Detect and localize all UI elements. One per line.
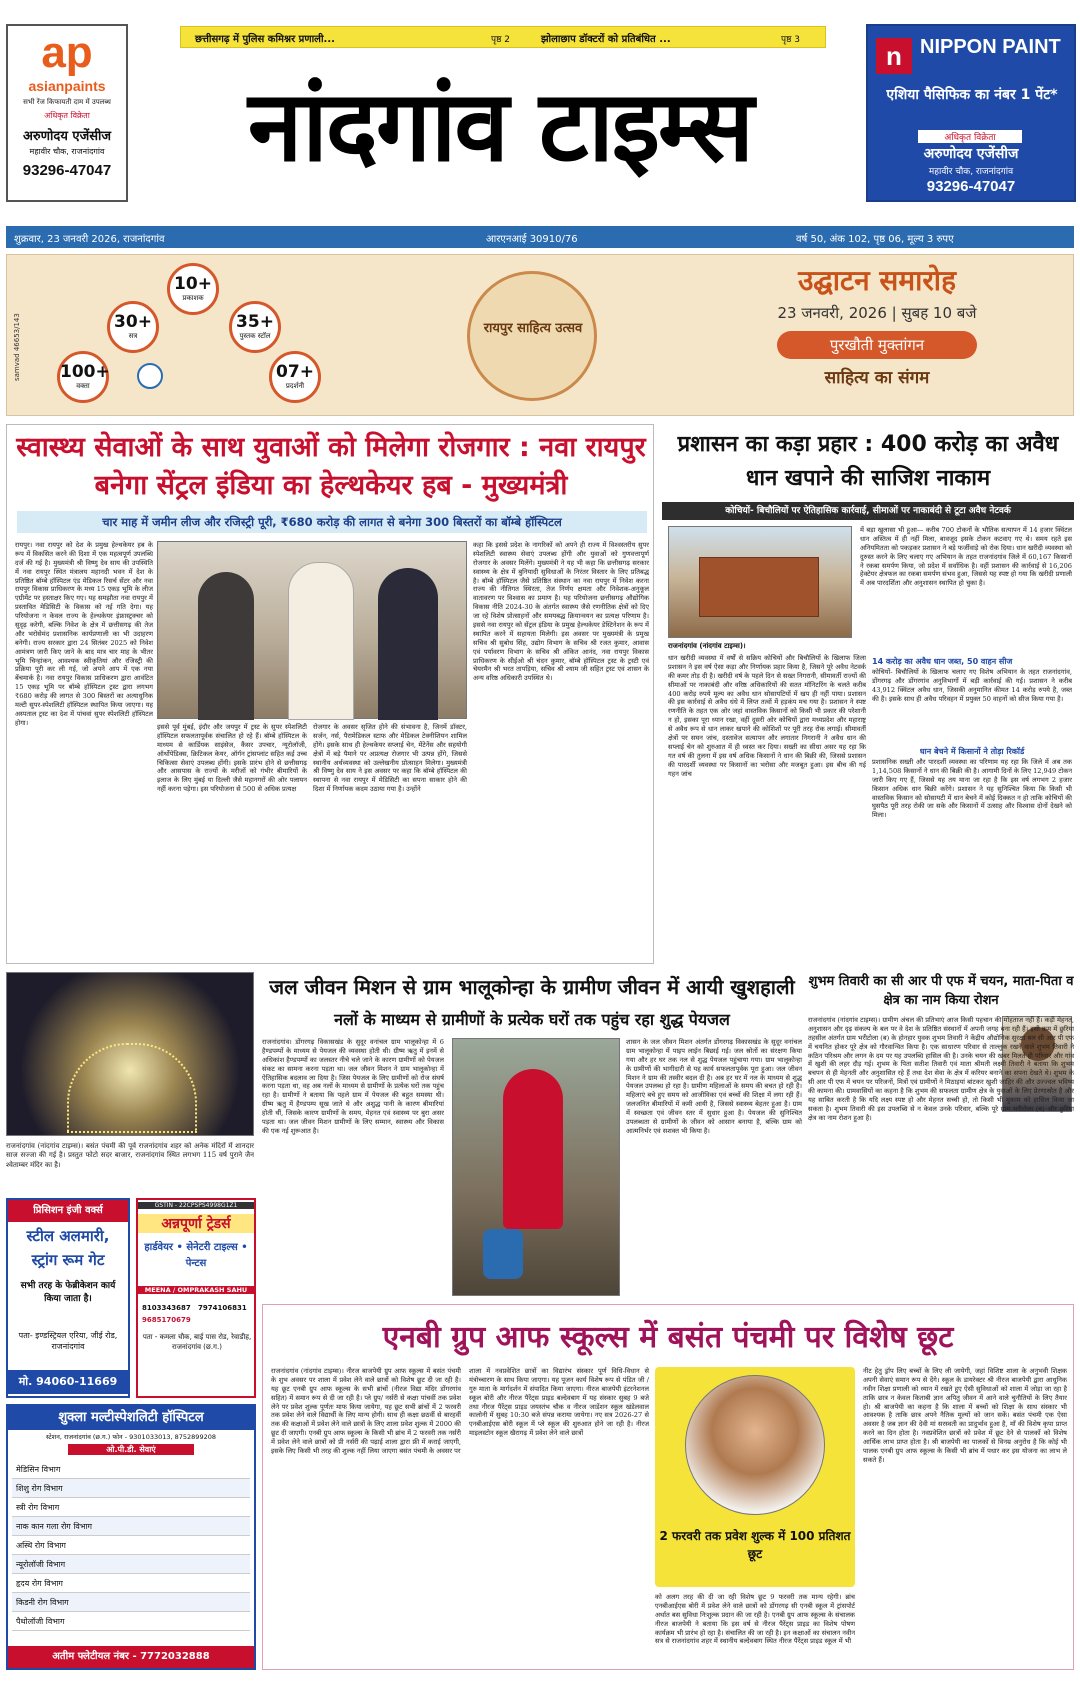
dhan-body: धान खरीदी व्यवस्था में वर्षों से सक्रिय कोचियों और बिचौलियों के खिलाफ जिला प्रशासन ने इस वर्ष ऐसा कड़ा और निर्णायक प्रहार किया है, जिसने पूरे अवैध नेटवर्क की कमर तोड़ दी है। खरीदी वर्ष के पहले दिन से सख्त निगरानी, सीमावर्ती राज्यों की सीमाओं पर नाकाबंदी और वरिष्ठ अधिकारियों की सतत मॉनिटरिंग के चलते करीब 400 करोड़ रुपये मूल्य का अवैध धान सोसायटियों में खप ही नहीं पाया। प्रशासन की इस कार्रवाई से अवैध धंधे में लिप्त तत्वों में हड़कंप मच गया है। प्रशासन ने स्पष्ट रणनीति के तहत एक ओर जहां वास्तविक किसानों को किसी भी प्रकार की परेशानी न हो, इसका पूरा ध्यान रखा, वहीं दूसरी ओर कोचियों द्वारा मध्यप्रदेश और महाराष्ट्र से अवैध रूप से धान लाकर खपाने की कोशिशों पर पूरी तरह रोक लगाई। सीमावर्ती क्षेत्रों पर सघन जांच, दस्तावेज सत्यापन और लगातार निगरानी ने अवैध धान की सप्लाई चेन को शुरुआत में ही ध्वस्त कर दिया। सख्ती का सीधा असर यह रहा कि गत वर्ष की तुलना में इस वर्ष अधिक किसानों ने धान की बिक्री की, जिससे प्रशासन की पारदर्शी व्यवस्था पर किसानों का भरोसा और मजबूत हुआ। इस बीच की गई गहन जांच	[668, 654, 866, 778]
shubham-story	[808, 972, 1074, 1298]
dhan-box-2-title: धान बेचने में किसानों ने तोड़ा रिकॉर्ड	[919, 747, 1025, 756]
school-story	[262, 1304, 1074, 1670]
teaser-right[interactable]: झोलाछाप डॉक्टरों को प्रतिबंधित ...	[541, 34, 671, 45]
steel-ad-line1: स्टील अलमारी,	[26, 1227, 110, 1245]
school-col-2: शाला में नवप्रवेशित छात्रों का विद्यारंभ संस्कार पूर्ण विधि-विधान से मंत्रोच्चारण के साथ किया जाएगा। यह पूजन कार्य विशेष रूप से पंडित जी / गुरु माता के मार्गदर्शन में संपादित किया जाएगा। नीरज बाजपेयी इंटरनेशनल स्कूल बोरी और नीरज पैरेंट्स प्राइड बल्देवबाग में यह संस्कार सुबह 9 बजे तथा नीरज पैरेंट्स प्राइड जयस्तंभ चौक व नीरज जाडेंशन स्कूल खंडेलवाल कालोनी में सुबह 10:30 बजे संपन्न कराया जायेगा। नए सत्र 2026-27 से एनबीआईएस बोरी स्कूल में प्ले स्कूल की शुरुआत होने जा रही है। नीरज माइलस्टोन स्कूल खैरागढ़ में प्रवेश लेने वाले छात्रों	[469, 1367, 649, 1438]
stat-value: 07+	[276, 362, 314, 382]
asian-paints-phone[interactable]: 93296-47047	[22, 162, 112, 179]
stat-circle	[269, 351, 321, 403]
school-col-1: राजनांदगांव (नांदगांव टाइम्स)। नीरज बाजपेयी ग्रुप आफ स्कूल्स में बसंत पंचमी के शुभ अवसर पर शाला में प्रवेश लेने वाले छात्रों को विशेष छूट दी जा रही है। यह छूट एनबी ग्रुप आफ स्कूल्स के सभी ब्रांचों (नीरज विद्या मंदिर डोंगरगांव सहित) में समान रूप से दी जा रही है। प्ले ग्रुप/ नर्सरी से कक्षा पांचवीं तक प्रवेश लेने पर प्रवेश शुल्क पूर्णतः माफ किया जायेगा, यह छूट सभी ब्रांचों में 2 फरवरी तक प्रवेश लेने वाले विद्यार्थी के लिए मान्य होगी। साथ ही कक्षा छठवीं से बारहवीं तक की कक्षाओं में प्रवेश लेने वाले छात्रों के लिए शाला प्रवेश शुल्क में 2000 की छूट दी जाएगी। एनबी ग्रुप आफ स्कूल्स के किसी भी ब्रांच में 2 फरवरी तक नर्सरी में प्रवेश लेने वाले छात्रों को प्री नर्सरी की पढ़ाई शाला द्वारा फ्री में कराई जाएगी, इसके लिए किसी भी तरह की शुल्क नहीं लिया जाएगा बसंत पंचमी के अवसर पर	[271, 1367, 461, 1456]
lead-col-1: रायपुर। नवा रायपुर को देश के प्रमुख हेल्थकेयर हब के रूप में विकसित करने की दिशा में एक महत्वपूर्ण उपलब्धि दर्ज की गई है। मुख्यमंत्री श्री विष्णु देव साय की उपस्थिति में नवा रायपुर स्थित मंत्रालय महानदी भवन में देश के प्रतिष्ठित बॉम्बे हॉस्पिटल एंड मेडिकल रिसर्च सेंटर और नवा रायपुर विकास प्राधिकरण के मध्य 15 एकड़ भूमि के लीज एग्रीमेंट पर हस्ताक्षर किए गए। यह समझौता नवा रायपुर में प्रस्तावित मेडिसिटी के विकास को नई गति देगा। यह परियोजना न केवल राज्य के हेल्थकेयर इंफ्रास्ट्रक्चर को सुदृढ़ करेगी, बल्कि निवेश के क्षेत्र में छत्तीसगढ़ की तेज और भरोसेमंद प्रशासनिक कार्यप्रणाली का भी उदाहरण बनेगी। राज्य सरकार द्वारा 24 सितंबर 2025 को निवेश आमंत्रण जारी किए जाने के बाद मात्र चार माह के भीतर भूमि चिन्हांकन, आवश्यक स्वीकृतियां और रजिस्ट्री की प्रक्रिया पूरी कर ली गई, जो अपने आप में एक नया बेंचमार्क है। नवा रायपुर विकास प्राधिकरण द्वारा आवंटित 15 एकड़ भूमि पर बॉम्बे हॉस्पिटल ट्रस्ट द्वारा लगभग ₹680 करोड़ की लागत से 300 बिस्तरों का अत्याधुनिक मल्टी सुपर-स्पेशलिटी हॉस्पिटल स्थापित किया जाएगा। यह अस्पताल ट्रस्ट का देश में पांचवां सुपर स्पेशलिटी हॉस्पिटल होगा।	[15, 541, 153, 727]
hospital-opd: ओ.पी.डी. सेवाएं	[68, 1444, 194, 1455]
school-col-3: को अलग तरह की दी जा रही विशेष छूट 9 फरवरी तक मान्य रहेगी। ब्रांच एनबीआईएस बोरी में प्रवेश लेने वाले छात्रों को डोंगरगढ़ सी एनबी स्कूल में ट्रांसपोर्ट अर्थात बस सुविधा निःशुल्क प्रदान की जा रही है। एनबी ग्रुप आफ स्कूल्स के संचालक नीरज बाजपेयी ने बताया कि इस वर्ष से नीरज पैरेंट्स प्राइड का विशेष पोषण कार्यक्रम भी प्रारंभ हो रहा है। संचालित की जा रही है। इन कक्षाओं का संचालन नवीन सत्र से राजनांदगांव शहर में स्थानीय बल्देवबाग स्थित नीरज पैरेंट्स प्राइड स्कूल में भी	[655, 1593, 855, 1646]
nippon-dealer-label: अधिकृत विक्रेता	[918, 130, 1022, 143]
hospital-dept: स्त्री रोग विभाग	[12, 1498, 250, 1517]
stat-value: 10+	[174, 274, 212, 294]
stat-value: 100+	[60, 362, 110, 382]
lead-subhead: चार माह में जमीन लीज और रजिस्ट्री पूरी, ₹680 करोड़ की लागत से बनेगा 300 बिस्तरों का बॉम्बे हॉस्पिटल	[17, 511, 647, 533]
annapurna-phone[interactable]: 7974106831	[198, 1304, 247, 1312]
jal-photo	[452, 1038, 620, 1296]
stat-label: पुस्तक स्टॉल	[239, 332, 271, 340]
banner-date: 23 जनवरी, 2026 | सुबह 10 बजे	[777, 304, 977, 322]
dhan-subhead: कोचियों- बिचौलियों पर ऐतिहासिक कार्रवाई, सीमाओं पर नाकाबंदी से टूटा अवैध नेटवर्क	[662, 502, 1074, 520]
dhan-headline: प्रशासन का कड़ा प्रहार : 400 करोड़ का अवैध धान खपाने की साजिश नाकाम	[677, 432, 1059, 491]
steel-ad-phone[interactable]: मो. 94060-11669	[8, 1370, 128, 1394]
date-line: शुक्रवार, 23 जनवरी 2026, राजनांदगांव	[14, 234, 165, 245]
steel-ad[interactable]	[6, 1198, 130, 1398]
person-silhouette	[198, 572, 254, 720]
hospital-dept: नाक कान गला रोग विभाग	[12, 1517, 250, 1536]
asian-paints-agency: अरुणोदय एजेंसीज	[22, 129, 112, 144]
banner-venue: पुरखौती मुक्तांगन	[777, 331, 977, 359]
sahitya-utsav-banner[interactable]	[6, 254, 1074, 416]
lead-story	[6, 424, 654, 964]
nippon-phone[interactable]: 93296-47047	[926, 178, 1016, 195]
person-silhouette	[378, 568, 438, 720]
water-pot	[483, 1229, 523, 1279]
annapurna-title: अन्नपूर्णा ट्रेडर्स	[138, 1214, 254, 1233]
govt-emblem-icon	[137, 363, 163, 389]
temple-arch	[67, 1043, 197, 1133]
stat-label: सत्र	[128, 332, 138, 340]
hospital-address: स्टेशन, राजनांदगांव (छ.ग.) फोन - 9301033013, 8752899208	[45, 1433, 216, 1441]
steel-ad-address: पता- इण्डस्ट्रियल एरिया, जीई रोड, राजनांदगांव	[18, 1331, 118, 1351]
asian-paints-address: महावीर चौक, राजनांदगांव	[29, 147, 105, 156]
banner-side-code: samvad 46653/143	[13, 313, 21, 381]
hospital-dept: मेडिसिन विभाग	[12, 1460, 250, 1479]
stat-circle	[57, 351, 109, 403]
lead-col-3: रोजगार के अवसर सृजित होने की संभावना है, जिनमें डॉक्टर, सर्जन, नर्स, पैरामेडिकल स्टाफ और मेडिकल टेक्नीशियन शामिल होंगे। इसके साथ ही हेल्थकेयर सप्लाई चेन, मेंटेनेंस और सहयोगी क्षेत्रों में बड़े पैमाने पर अप्रत्यक्ष रोजगार भी उत्पन्न होंगे, जिससे स्थानीय अर्थव्यवस्था को उल्लेखनीय प्रोत्साहन मिलेगा। मुख्यमंत्री श्री विष्णु देव साय ने इस अवसर पर कहा कि बॉम्बे हॉस्पिटल की स्थापना से नवा रायपुर में मेडिसिटी का सपना साकार होने की दिशा में निर्णायक कदम उठाया गया है। उन्होंने	[313, 723, 467, 794]
dhan-photo-caption: राजनांदगांव (नांदगांव टाइम्स)।	[668, 642, 746, 650]
date-bar	[6, 226, 1074, 248]
jal-col-2: शासन के जल जीवन मिशन अंतर्गत डोंगरगढ़ विकासखंड के सुदूर वनांचल ग्राम भालूकोन्हा में पाइप लाईन बिछाई गई। जल स्रोतों का संरक्षण किया गया और हर घर तक नल से शुद्ध पेयजल पहुंचाया गया। ग्राम भालूकोन्हा के ग्रामीणों की भागीदारी से यह कार्य सफलतापूर्वक पूरा हुआ। जल जीवन मिशन ने ग्राम की तस्वीर बदल दी है। अब हर घर में नल के माध्यम से शुद्ध पेयजल उपलब्ध हो रहा है। ग्रामीण महिलाओं के समय की बचत हो रही है। महिलाएं बचे हुए समय को आजीविका एवं बच्चों की शिक्षा में लगा रही हैं। जलजनित बीमारियों में कमी आयी है, जिससे स्वास्थ्य बेहतर हुआ है। ग्राम में स्वच्छता एवं जीवन स्तर में सुधार हुआ है। पेयजल की सुनिश्चित उपलब्धता से ग्रामीणों के जीवन को आसान बनाया है, बल्कि ग्राम को आत्मनिर्भर एवं सशक्त भी किया है।	[626, 1038, 802, 1135]
teaser-left[interactable]: छत्तीसगढ़ में पुलिस कमिश्नर प्रणाली...	[195, 34, 335, 45]
jal-jeevan-story	[262, 972, 802, 1298]
hospital-footer[interactable]: अतीम फ्लेटीयल नंबर - 7772032888	[8, 1646, 254, 1668]
person-silhouette	[288, 562, 354, 720]
stat-label: प्रदर्शनी	[285, 382, 305, 390]
jal-headline: जल जीवन मिशन से ग्राम भालूकोन्हा के ग्रामीण जीवन में आयी खुशहाली	[269, 975, 795, 999]
lead-photo	[157, 541, 467, 719]
stat-value: 35+	[236, 312, 274, 332]
dhan-box-2-text: प्रशासनिक सख्ती और पारदर्शी व्यवस्था का परिणाम यह रहा कि जिले में अब तक 1,14,508 किसानों ने धान की बिक्री की है। आगामी दिनों के लिए 12,949 टोकन जारी किए गए हैं, जिससे यह तय माना जा रहा है कि इस वर्ष लगभग 2 हजार किसान अधिक धान बिक्री करेंगे। प्रशासन ने यह सुनिश्चित किया कि किसी भी वास्तविक किसान को सोसायटी में धान बेचने में कोई दिक्कत न हो ताकि कोचियों की घुसपैठ पूरी तरह रोकी जा सके और किसानों में उत्साह और विश्वास दोनों देखने को मिला।	[872, 758, 1072, 820]
temple-photo	[6, 972, 254, 1136]
nippon-tagline: एशिया पैसिफिक का नंबर 1 पेंट*	[886, 87, 1058, 103]
school-photo-caption: 2 फरवरी तक प्रवेश शुल्क में 100 प्रतिशत छूट	[659, 1529, 851, 1561]
annapurna-owner: MEENA / OMPRAKASH SAHU	[138, 1286, 254, 1294]
dhan-photo	[668, 526, 852, 638]
stat-circle	[107, 301, 159, 353]
stat-label: वक्ता	[76, 382, 90, 390]
stat-label: प्रकाशक	[182, 294, 204, 302]
school-headline: एनबी ग्रुप आफ स्कूल्स में बसंत पंचमी पर विशेष छूट	[382, 1320, 954, 1355]
asian-paints-tagline: सभी रेंज किफायती दाम में उपलब्ध	[23, 98, 111, 106]
school-photo-box	[655, 1367, 855, 1587]
temple-photo-caption: राजनांदगांव (नांदगांव टाइम्स)। बसंत पंचमी की पूर्व राजनांदगांव शहर को अनेक मंदिरों में शानदार साज सज्जा की गई है। प्रस्तुत फोटो सदर बाजार, राजनांदगांव स्थित लगभग 115 वर्ष पुराने जैन श्वेताम्बर मंदिर का है।	[6, 1142, 254, 1169]
annapurna-gst: GSTIN - 22CPSPS4998G1Z1	[138, 1202, 254, 1209]
nippon-brand: NIPPON PAINT	[920, 36, 1061, 58]
shubham-headline: शुभम तिवारी का सी आर पी एफ में चयन, माता-पिता व क्षेत्र का नाम किया रोशन	[808, 974, 1074, 1008]
steel-ad-title: प्रिसिशन इंजी वर्क्स	[8, 1200, 128, 1222]
hospital-dept: शिशु रोग विभाग	[12, 1479, 250, 1498]
nippon-agency: अरुणोदय एजेंसीज	[923, 146, 1019, 162]
annapurna-ad[interactable]	[136, 1198, 256, 1398]
banner-title: उद्घाटन समारोह	[798, 264, 956, 297]
hospital-dept: किडनी रोग विभाग	[12, 1593, 250, 1612]
utsav-logo	[467, 271, 597, 401]
nippon-address: महावीर चौक, राजनांदगांव	[928, 167, 1014, 177]
annapurna-address: पता - कमला चौक, बाई पास रोड, रेवाडीह, राजनांदगांव (छ.ग.)	[142, 1333, 252, 1351]
banner-tagline: साहित्य का संगम	[824, 368, 930, 388]
volume-info: वर्ष 50, अंक 102, पृष्ठ 06, मूल्य 3 रुपए	[796, 234, 954, 245]
newspaper-title: नांदगांव टाइम्स	[248, 70, 752, 184]
rni-number: आरएनआई 30910/76	[486, 234, 578, 245]
teaser-right-page: पृष्ठ 3	[781, 35, 800, 45]
lead-col-4: कहा कि इससे प्रदेश के नागरिकों को अपने ही राज्य में विश्वस्तरीय सुपर स्पेशलिटी स्वास्थ्य सेवाएं उपलब्ध होंगी और युवाओं को गुणवत्तापूर्ण रोजगार के अवसर मिलेंगे। मुख्यमंत्री ने यह भी कहा कि छत्तीसगढ़ सरकार स्वास्थ्य के क्षेत्र में बुनियादी सुविधाओं के निरंतर विस्तार के लिए प्रतिबद्ध है। बॉम्बे हॉस्पिटल जैसे प्रतिष्ठित संस्थान का नवा रायपुर में निवेश करना राज्य की नीतिगत स्थिरता, तेज निर्णय क्षमता और निवेशक-अनुकूल वातावरण पर विश्वास का प्रमाण है। यह परियोजना छत्तीसगढ़ औद्योगिक विकास नीति 2024-30 के अंतर्गत स्वास्थ्य जैसे रणनीतिक क्षेत्रों को दिए जा रहे विशेष प्रोत्साहनों और समयबद्ध क्रियान्वयन का प्रत्यक्ष परिणाम है। इससे नवा रायपुर को सेंट्रल इंडिया के प्रमुख हेल्थकेयर डेस्टिनेशन के रूप में स्थापित करने में सहायता मिलेगी। इस अवसर पर मुख्यमंत्री के प्रमुख सचिव श्री सुबोध सिंह, उद्योग विभाग के सचिव श्री रजत कुमार, आवास एवं पर्यावरण विभाग के सचिव श्री अंकित आनंद, नवा रायपुर विकास प्राधिकरण के सीईओ श्री चंदन कुमार, बॉम्बे हॉस्पिटल ट्रस्ट के ट्रस्टी एवं चेयरमैन श्री भरत तापड़िया, सचिव श्री श्याम जी सहित ट्रस्ट एवं शासन के अन्य वरिष्ठ अधिकारी उपस्थित थे।	[473, 541, 649, 683]
lead-headline: स्वास्थ्य सेवाओं के साथ युवाओं को मिलेगा रोजगार : नवा रायपुर बनेगा सेंट्रल इंडिया का हेल्थकेयर हब - मुख्यमंत्री	[16, 432, 646, 501]
nippon-logo: n	[876, 38, 912, 74]
utsav-logo-text: रायपुर साहित्य उत्सव	[483, 321, 583, 336]
dhan-box-1-text: कोचियों- बिचौलियों के खिलाफ चलाए गए विशेष अभियान के तहत राजनांदगांव, डोंगरगढ़ और डोंगरगांव अनुविभागों में बड़ी कार्रवाई की गई। प्रशासन ने करीब 43,912 क्विंटल अवैध धान, जिसकी अनुमानित कीमत 14 करोड़ रुपये है, जब्त की है। इसके साथ ही अवैध परिवहन में प्रयुक्त 50 वाहनों को सीज किया गया है।	[872, 668, 1072, 703]
teaser-bar	[180, 26, 826, 48]
school-col-4: नीट हेतु ड्रॉप लिए बच्चों के लिए ली जायेगी, जहां विशिष्ट शाला के अनुभवी शिक्षक अपनी सेवाएं समान रूप से देंगे। स्कूल के डायरेक्टर श्री नीरज बाजपेयी द्वारा आधुनिक नवीन शिक्षा प्रणाली को ध्यान में रखते हुए ऐसी सुविधाओं को शाला में जोड़ा जा रहा है ताकि छात्र न केवल किताबी ज्ञान अपितु जीवन में आने वाले चुनौतियों के लिए तैयार हो। श्री बाजपेयी का कहना है कि शाला में बच्चों को शिक्षा के साथ संस्कार भी आवश्यक है ताकि छात्र अपने नैतिक मूल्यों को जान सकें। बसंत पंचमी एक ऐसा अवसर है जब ज्ञान की देवी मां सरस्वती का प्रादुर्भाव हुआ है, माँ की विशेष कृपा प्राप्त करने का दिन होता है। नवप्रवेशित छात्रों को प्रवेश में छूट देने से पालकों को विशेष आर्थिक लाभ प्राप्त होता है। श्री बाजपेयी का पालकों से विनम्र अनुरोध है कि कोई भी पालक एनबी ग्रुप आफ स्कूल्स के किसी भी ब्रांच में पधार कर इस योजना का लाभ ले सकते हैं।	[863, 1367, 1067, 1464]
woman-silhouette	[503, 1069, 563, 1229]
asian-paints-logo: ap	[41, 28, 93, 77]
lead-col-2: इससे पूर्व मुंबई, इंदौर और जयपुर में ट्रस्ट के सुपर स्पेशलिटी हॉस्पिटल सफलतापूर्वक संचालित हो रहे हैं। बॉम्बे हॉस्पिटल के माध्यम से कार्डियक साइंसेज, कैंसर उपचार, न्यूरोलॉजी, ऑर्थोपेडिक्स, क्रिटिकल केयर, ऑर्गन ट्रांसप्लांट सहित कई उच्च चिकित्सा सेवाएं उपलब्ध होंगी। इसके प्रारंभ होने से छत्तीसगढ़ और आसपास के राज्यों के मरीजों को गंभीर बीमारियों के इलाज के लिए मुंबई या दिल्ली जैसे महानगरों की ओर पलायन नहीं करना पड़ेगा। इस परियोजना से 500 से अधिक प्रत्यक्ष	[157, 723, 307, 794]
stat-circle	[167, 263, 219, 315]
dhan-top-text: में बड़ा खुलासा भी हुआ— करीब 700 टोकनों के भौतिक सत्यापन में 14 हजार क्विंटल धान अस्तित्व में ही नहीं मिला, बावजूद इसके टोकन कटवाए गए थे। समय रहते इस अनियमितता को पकड़कर प्रशासन ने बड़े फर्जीवाड़े को रोक दिया। धान खरीदी व्यवस्था को दुरुस्त करने के लिए चलाए गए अभियान के तहत राजनांदगांव जिले में 60,167 किसानों ने रकबा समर्पण किया, जो प्रदेश में सर्वाधिक है। वहीं प्रशासन की कार्रवाई से 16,206 हेक्टेयर क्षेत्रफल का रकबा समर्पण संभव हुआ, जिससे यह स्पष्ट हो गया कि खरीदी प्रणाली में अब पारदर्शिता और अनुशासन स्थापित हो चुका है।	[860, 526, 1072, 588]
dhan-box-1-title: 14 करोड़ का अवैध धान जब्त, 50 वाहन सीज	[872, 657, 1013, 666]
asian-paints-dealer-label: अधिकृत विक्रेता	[44, 111, 90, 120]
shubham-body: राजनांदगांव (नांदगांव टाइम्स)। ग्रामीण अंचल की प्रतिभाएं आज किसी पहचान की मोहताज नहीं हैं। कड़ी मेहनत, अनुशासन और दृढ़ संकल्प के बल पर वे देश के प्रतिष्ठित संस्थानों में अपनी जगह बना रही हैं। इसी क्रम में छुरिया तहसील अंतर्गत ग्राम भरीटोला (ब) के होनहार युवक शुभम तिवारी ने केंद्रीय औद्योगिक सुरक्षा बल सी आर पी एफ में चयनित होकर पूरे क्षेत्र को गौरवान्वित किया है। एक साधारण परिवार से ताल्लुक रखने वाले शुभम तिवारी ने कठिन परिश्रम और लगन के दम पर यह उपलब्धि हासिल की है। उनके चयन की खबर मिलते ही परिवार और गांव में खुशी की लहर दौड़ गई। शुभम के पिता सतीश तिवारी एवं माता श्रीमती लक्ष्मी तिवारी ने बताया कि शुभम बचपन से ही मेहनती और अनुशासित रहे हैं तथा देश सेवा के क्षेत्र में करियर बनाने का सपना देखते थे। शुभम के सी आर पी एफ में चयन पर परिजनों, मित्रों एवं ग्रामीणों ने मिठाइयां बांटकर खुशी जाहिर की और उज्ज्वल भविष्य की कामना की। ग्रामवासियों का कहना है कि शुभम की सफलता ग्रामीण क्षेत्र के युवाओं के लिए प्रेरणास्रोत है और यह साबित करती है कि यदि लक्ष्य स्पष्ट हो और मेहनत सच्ची हो, तो किसी भी मुकाम को हासिल किया जा सकता है। शुभम तिवारी की इस उपलब्धि से न केवल उनके परिवार, बल्कि पूरे ग्राम भरीटोला (ब) और छुरिया क्षेत्र का नाम रोशन हुआ है।	[808, 1016, 1074, 1122]
teaser-left-page: पृष्ठ 2	[491, 35, 510, 45]
dhan-story	[662, 424, 1074, 964]
annapurna-items: हार्डवेयर • सेनेटरी टाइल्स • पेन्टस	[144, 1242, 248, 1269]
annapurna-phone[interactable]: 9685170679	[142, 1316, 191, 1324]
stat-circle	[229, 301, 281, 353]
jal-subhead: नलों के माध्यम से ग्रामीणों के प्रत्येक घरों तक पहुंच रहा शुद्ध पेयजल	[334, 1010, 730, 1029]
hospital-dept-list	[12, 1460, 250, 1631]
stat-value: 30+	[114, 312, 152, 332]
asian-paints-brand: asianpaints	[28, 78, 106, 94]
hospital-dept: न्यूरोलॉजी विभाग	[12, 1555, 250, 1574]
building-shape	[699, 557, 819, 617]
hospital-dept: अस्थि रोग विभाग	[12, 1536, 250, 1555]
steel-ad-line3: सभी तरह के फेब्रीकेशन कार्य किया जाता है।	[20, 1281, 116, 1304]
asian-paints-ad[interactable]	[6, 24, 128, 202]
jal-col-1: राजनांदगांव। डोंगरगढ़ विकासखंड के सुदूर वनांचल ग्राम भालूकोन्हा में 6 हैण्डपम्पों के माध्यम से पेयजल की व्यवस्था होती थी। ग्रीष्म ऋतु में इनमें से अधिकांश हैण्डपम्पों का जलस्तर नीचे चले जाने के कारण ग्रामीणों को पेयजल संकट का सामना करना पड़ता था। जल जीवन मिशन ने ग्राम भालूकोन्हा में ऐतिहासिक बदलाव ला दिया है। जिस पेयजल के लिए ग्रामीणों को रोज संघर्ष करना पड़ता था, वह अब नलों के माध्यम से ग्रामीणों के प्रत्येक घरों तक पहुंच रहा है। ग्रामीणों ने बताया कि पहले ग्राम में पेयजल की बहुत समस्या थी। ग्रीष्म ऋतु में हैण्डपम्प सूख जाते थे और अशुद्ध पानी के कारण बीमारियां होती थीं, जिसके कारण ग्रामीणों के समय, मेहनत एवं स्वास्थ्य पर बुरा असर पड़ता था। जल जीवन मिशन ग्रामीणों के लिए सम्मान, स्वास्थ्य और विकास की एक नई शुरूआत है।	[262, 1038, 444, 1135]
temple-photo-block	[6, 972, 254, 1194]
hospital-title: शुक्ला मल्टीस्पेशलिटी हॉस्पिटल	[8, 1406, 254, 1430]
annapurna-phone[interactable]: 8103343687	[142, 1304, 191, 1312]
hospital-ad[interactable]	[6, 1404, 256, 1670]
school-director-photo	[685, 1375, 825, 1515]
nippon-paint-ad[interactable]	[866, 24, 1076, 202]
steel-ad-line2: स्ट्रांग रूम गेट	[31, 1251, 105, 1269]
hospital-dept: हृदय रोग विभाग	[12, 1574, 250, 1593]
hospital-dept: पैथोलॉजी विभाग	[12, 1612, 250, 1631]
